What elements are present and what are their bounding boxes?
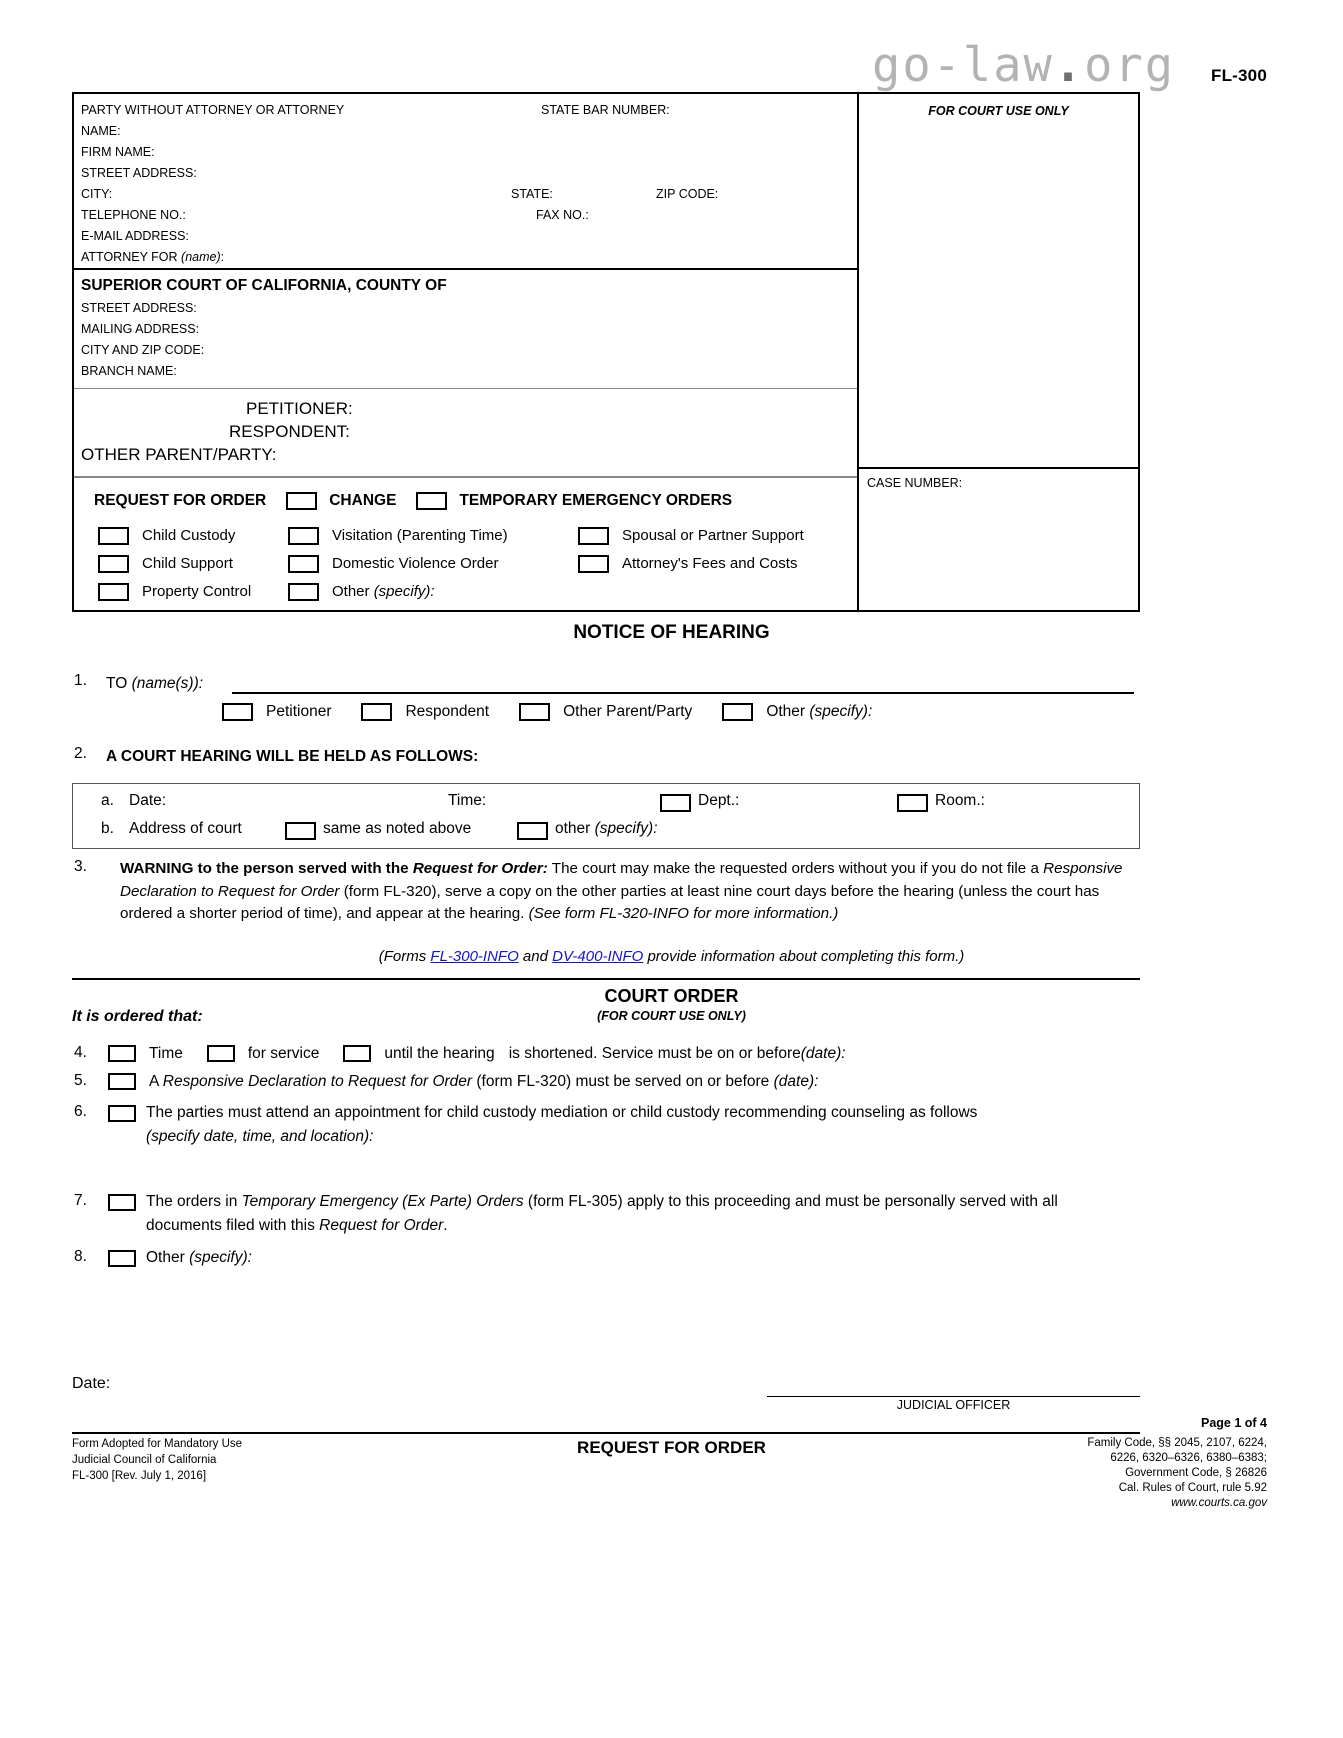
- checkbox-child-custody[interactable]: [98, 527, 129, 545]
- attorney-block: [74, 94, 857, 270]
- checkbox-attorneys-fees[interactable]: [578, 555, 609, 573]
- label-item-6-line2-italic: (specify date, time, and location):: [146, 1127, 374, 1145]
- street-address-label: STREET ADDRESS:: [81, 166, 197, 180]
- caption-right-column: [859, 94, 1138, 610]
- label-item-5-italic: Responsive Declaration to Request for Order: [162, 1073, 473, 1090]
- other-parent-party-label: OTHER PARENT/PARTY:: [81, 445, 277, 464]
- form-number: FL-300: [1211, 66, 1267, 85]
- footer-adopted-line: Form Adopted for Mandatory Use: [72, 1438, 243, 1450]
- warning-text-2: (form FL-320), serve a copy on the other parties at least nine court days before the hearing (unless the court has ordered a shorter period of time), and appear at the hearing.: [120, 882, 1100, 923]
- label-item-4-shortened: is shortened. Service must be on or before: [508, 1045, 801, 1062]
- fax-label: FAX NO.:: [536, 208, 589, 222]
- checkbox-temporary-emergency-orders[interactable]: [416, 492, 447, 510]
- item-5-row: [104, 1070, 818, 1094]
- checkbox-notice-other-parent-party[interactable]: [519, 703, 550, 721]
- attorney-for-text: ATTORNEY FOR: [81, 250, 178, 264]
- court-mailing-address-label: MAILING ADDRESS:: [81, 322, 200, 336]
- label-same-as-noted-above: same as noted above: [323, 820, 472, 837]
- watermark-text: go-law: [872, 38, 1054, 93]
- judicial-officer-label: JUDICIAL OFFICER: [896, 1398, 1011, 1412]
- watermark-dot: .: [1053, 38, 1085, 93]
- label-item-8-lead: Other: [146, 1249, 190, 1266]
- footer-title: REQUEST FOR ORDER: [577, 1438, 766, 1457]
- item-1-to-text: TO: [106, 675, 132, 692]
- checkbox-same-as-noted-above[interactable]: [285, 822, 316, 840]
- warning-bold-lead: WARNING to the person served with the: [120, 860, 413, 877]
- forms-info-note: [0, 948, 1343, 965]
- footer-citation-4: Cal. Rules of Court, rule 5.92: [1118, 1482, 1267, 1494]
- checkbox-change[interactable]: [286, 492, 317, 510]
- zip-code-label: ZIP CODE:: [656, 187, 719, 201]
- checkbox-dept[interactable]: [660, 794, 691, 812]
- label-item-5: [149, 1070, 818, 1094]
- item-2-number: 2.: [74, 745, 87, 762]
- label-item-7-text-body: (form FL-305) apply to this proceeding and must be personally served with all documents filed with this: [146, 1193, 1058, 1234]
- warning-italic-1: Responsive Declaration to Request for Order: [120, 860, 1123, 900]
- order-type-row: [94, 550, 857, 578]
- checkbox-item-8[interactable]: [108, 1250, 136, 1267]
- label-item-7-italic-1: Temporary Emergency (Ex Parte) Orders: [241, 1193, 524, 1210]
- order-type-row: [94, 522, 857, 550]
- footer-citation-1: Family Code, §§ 2045, 2107, 6224,: [1087, 1437, 1267, 1449]
- notice-of-hearing-heading: NOTICE OF HEARING: [573, 622, 770, 643]
- petitioner-label: PETITIONER:: [246, 399, 353, 418]
- caption-box: [72, 92, 1140, 612]
- label-notice-other-italic: (specify):: [809, 703, 873, 720]
- label-notice-petitioner: Petitioner: [266, 703, 332, 720]
- label-other-address: [555, 820, 658, 838]
- item-3-number: 3.: [74, 858, 87, 875]
- footer-right: [1087, 1436, 1267, 1511]
- forms-note-prefix: (Forms: [378, 948, 431, 965]
- hearing-dept-label: Dept.:: [698, 792, 740, 809]
- forms-note-middle: and: [518, 948, 553, 965]
- forms-note-suffix: provide information about completing this form.): [643, 948, 965, 965]
- hearing-date-label: Date:: [129, 792, 167, 809]
- label-item-4-until-hearing: until the hearing: [384, 1045, 495, 1062]
- item-8-text: [146, 1246, 252, 1270]
- hearing-room-label: Room.:: [935, 792, 985, 809]
- item-5-number: 5.: [74, 1072, 87, 1089]
- checkbox-item-4-until-hearing[interactable]: [343, 1045, 371, 1062]
- court-branch-name-label: BRANCH NAME:: [81, 364, 177, 378]
- label-item-7-italic-2: Request for Order: [319, 1216, 444, 1234]
- email-label: E-MAIL ADDRESS:: [81, 229, 189, 243]
- attorney-for-italic: (name): [181, 250, 221, 264]
- court-block: [74, 270, 857, 389]
- watermark-tld: org: [1084, 38, 1175, 93]
- firm-name-label: FIRM NAME:: [81, 145, 155, 159]
- signature-line[interactable]: [767, 1396, 1140, 1397]
- item-1-number: 1.: [74, 672, 87, 689]
- party-block: [74, 389, 857, 478]
- attorney-for-colon: :: [220, 250, 225, 264]
- hearing-address-label: Address of court: [129, 820, 242, 837]
- checkbox-notice-petitioner[interactable]: [222, 703, 253, 721]
- attorney-header: PARTY WITHOUT ATTORNEY OR ATTORNEY: [81, 103, 345, 117]
- footer-council-line: Judicial Council of California: [72, 1454, 217, 1466]
- label-child-support: Child Support: [142, 555, 233, 572]
- label-item-7-lead: The orders in: [146, 1193, 242, 1210]
- label-spousal-support: Spousal or Partner Support: [622, 527, 804, 544]
- label-item-4-for-service: for service: [247, 1045, 320, 1062]
- checkbox-notice-other[interactable]: [722, 703, 753, 721]
- case-number-label: CASE NUMBER:: [867, 476, 963, 490]
- warning-italic-2: (See form FL-320-INFO for more information.): [528, 905, 839, 923]
- link-fl-300-info[interactable]: FL-300-INFO: [430, 948, 519, 965]
- warning-bold-italic: Request for Order:: [412, 860, 548, 877]
- request-for-order-panel: [74, 478, 857, 610]
- checkbox-domestic-violence-order[interactable]: [288, 555, 319, 573]
- respondent-label: RESPONDENT:: [229, 422, 350, 441]
- court-street-address-label: STREET ADDRESS:: [81, 301, 197, 315]
- caption-left-column: [74, 94, 859, 610]
- label-visitation: Visitation (Parenting Time): [332, 527, 508, 544]
- checkbox-visitation[interactable]: [288, 527, 319, 545]
- label-item-5-date-italic: (date):: [773, 1073, 819, 1090]
- item-7-text: [146, 1190, 1096, 1237]
- court-title: SUPERIOR COURT OF CALIFORNIA, COUNTY OF: [81, 277, 447, 294]
- item-8-number: 8.: [74, 1248, 87, 1265]
- hearing-a-letter: a.: [101, 792, 114, 809]
- checkbox-item-5[interactable]: [108, 1073, 136, 1090]
- label-item-4-time: Time: [149, 1045, 183, 1062]
- attorney-for-label: [74, 247, 857, 268]
- label-domestic-violence-order: Domestic Violence Order: [332, 555, 499, 572]
- link-dv-400-info[interactable]: DV-400-INFO: [552, 948, 644, 965]
- checkbox-notice-respondent[interactable]: [361, 703, 392, 721]
- label-item-8-italic: (specify):: [189, 1249, 252, 1266]
- item-4-number: 4.: [74, 1044, 87, 1061]
- hearing-details-box: [72, 783, 1140, 849]
- label-notice-respondent: Respondent: [405, 703, 490, 720]
- court-order-divider: [72, 978, 1140, 980]
- footer-url: www.courts.ca.gov: [1171, 1497, 1267, 1509]
- label-attorneys-fees: Attorney's Fees and Costs: [622, 555, 798, 572]
- checkbox-item-6[interactable]: [108, 1105, 136, 1122]
- checkbox-room[interactable]: [897, 794, 928, 812]
- for-court-use-only-label: FOR COURT USE ONLY: [928, 104, 1069, 118]
- footer-citation-3: Government Code, § 26826: [1125, 1467, 1267, 1479]
- checkbox-other-order-type[interactable]: [288, 583, 319, 601]
- label-item-4-date-italic: (date):: [800, 1045, 846, 1062]
- item-4-row: [104, 1042, 846, 1066]
- item-7-number: 7.: [74, 1192, 87, 1209]
- label-notice-other: [766, 700, 872, 723]
- item-1-label: [106, 672, 203, 695]
- checkbox-item-7[interactable]: [108, 1194, 136, 1211]
- label-notice-other-text: Other: [766, 703, 810, 720]
- checkbox-other-address[interactable]: [517, 822, 548, 840]
- item-1-fill-line[interactable]: [232, 692, 1134, 694]
- notice-party-options: [218, 700, 872, 723]
- checkbox-spousal-support[interactable]: [578, 527, 609, 545]
- label-property-control: Property Control: [142, 583, 252, 600]
- label-notice-other-parent-party: Other Parent/Party: [563, 703, 693, 720]
- it-is-ordered-label: It is ordered that:: [72, 1008, 203, 1025]
- hearing-b-letter: b.: [101, 820, 114, 837]
- telephone-label: TELEPHONE NO.:: [81, 208, 186, 222]
- label-other-order-type-italic: (specify):: [373, 583, 435, 600]
- date-label: Date:: [72, 1375, 111, 1392]
- request-for-order-title: REQUEST FOR ORDER: [94, 492, 267, 509]
- label-other-address-italic: (specify):: [594, 820, 658, 837]
- label-other-order-type: [332, 578, 435, 606]
- court-city-zip-label: CITY AND ZIP CODE:: [81, 343, 205, 357]
- item-1-names-italic: (name(s)):: [131, 675, 204, 692]
- footer-revision-line: FL-300 [Rev. July 1, 2016]: [72, 1470, 207, 1482]
- label-other-address-text: other: [555, 820, 595, 837]
- checkbox-item-4-for-service[interactable]: [207, 1045, 235, 1062]
- page-indicator: Page 1 of 4: [1201, 1416, 1267, 1430]
- order-type-grid: [74, 522, 857, 606]
- label-item-5-text: (form FL-320) must be served on or before: [472, 1073, 774, 1090]
- order-type-row: [94, 578, 857, 606]
- label-item-7-tail: .: [443, 1216, 448, 1234]
- checkbox-property-control[interactable]: [98, 583, 129, 601]
- footer-citation-2: 6226, 6320–6326, 6380–6383;: [1110, 1452, 1267, 1464]
- change-label: CHANGE: [329, 492, 397, 509]
- watermark: [872, 38, 1175, 93]
- item-6-text: [146, 1101, 1138, 1148]
- hearing-time-label: Time:: [448, 792, 487, 809]
- checkbox-child-support[interactable]: [98, 555, 129, 573]
- item-2-label: A COURT HEARING WILL BE HELD AS FOLLOWS:: [106, 748, 479, 765]
- item-6-number: 6.: [74, 1103, 87, 1120]
- state-bar-number-label: STATE BAR NUMBER:: [541, 103, 670, 117]
- warning-text-1: The court may make the requested orders without you if you do not file a: [547, 860, 1044, 877]
- label-item-6-line1: The parties must attend an appointment for child custody mediation or child custody recommending counseling as follows: [146, 1104, 978, 1121]
- name-label: NAME:: [81, 124, 121, 138]
- temporary-emergency-orders-label: TEMPORARY EMERGENCY ORDERS: [459, 492, 733, 509]
- court-order-heading: COURT ORDER: [604, 986, 739, 1006]
- label-item-5-lead: A: [149, 1073, 163, 1090]
- city-label: CITY:: [81, 187, 113, 201]
- warning-paragraph: [120, 858, 1138, 926]
- court-order-subheading: (FOR COURT USE ONLY): [597, 1009, 746, 1023]
- label-other-order-type-text: Other: [332, 583, 374, 600]
- label-child-custody: Child Custody: [142, 527, 236, 544]
- state-label: STATE:: [511, 187, 553, 201]
- checkbox-item-4-time[interactable]: [108, 1045, 136, 1062]
- footer-divider: [72, 1432, 1140, 1434]
